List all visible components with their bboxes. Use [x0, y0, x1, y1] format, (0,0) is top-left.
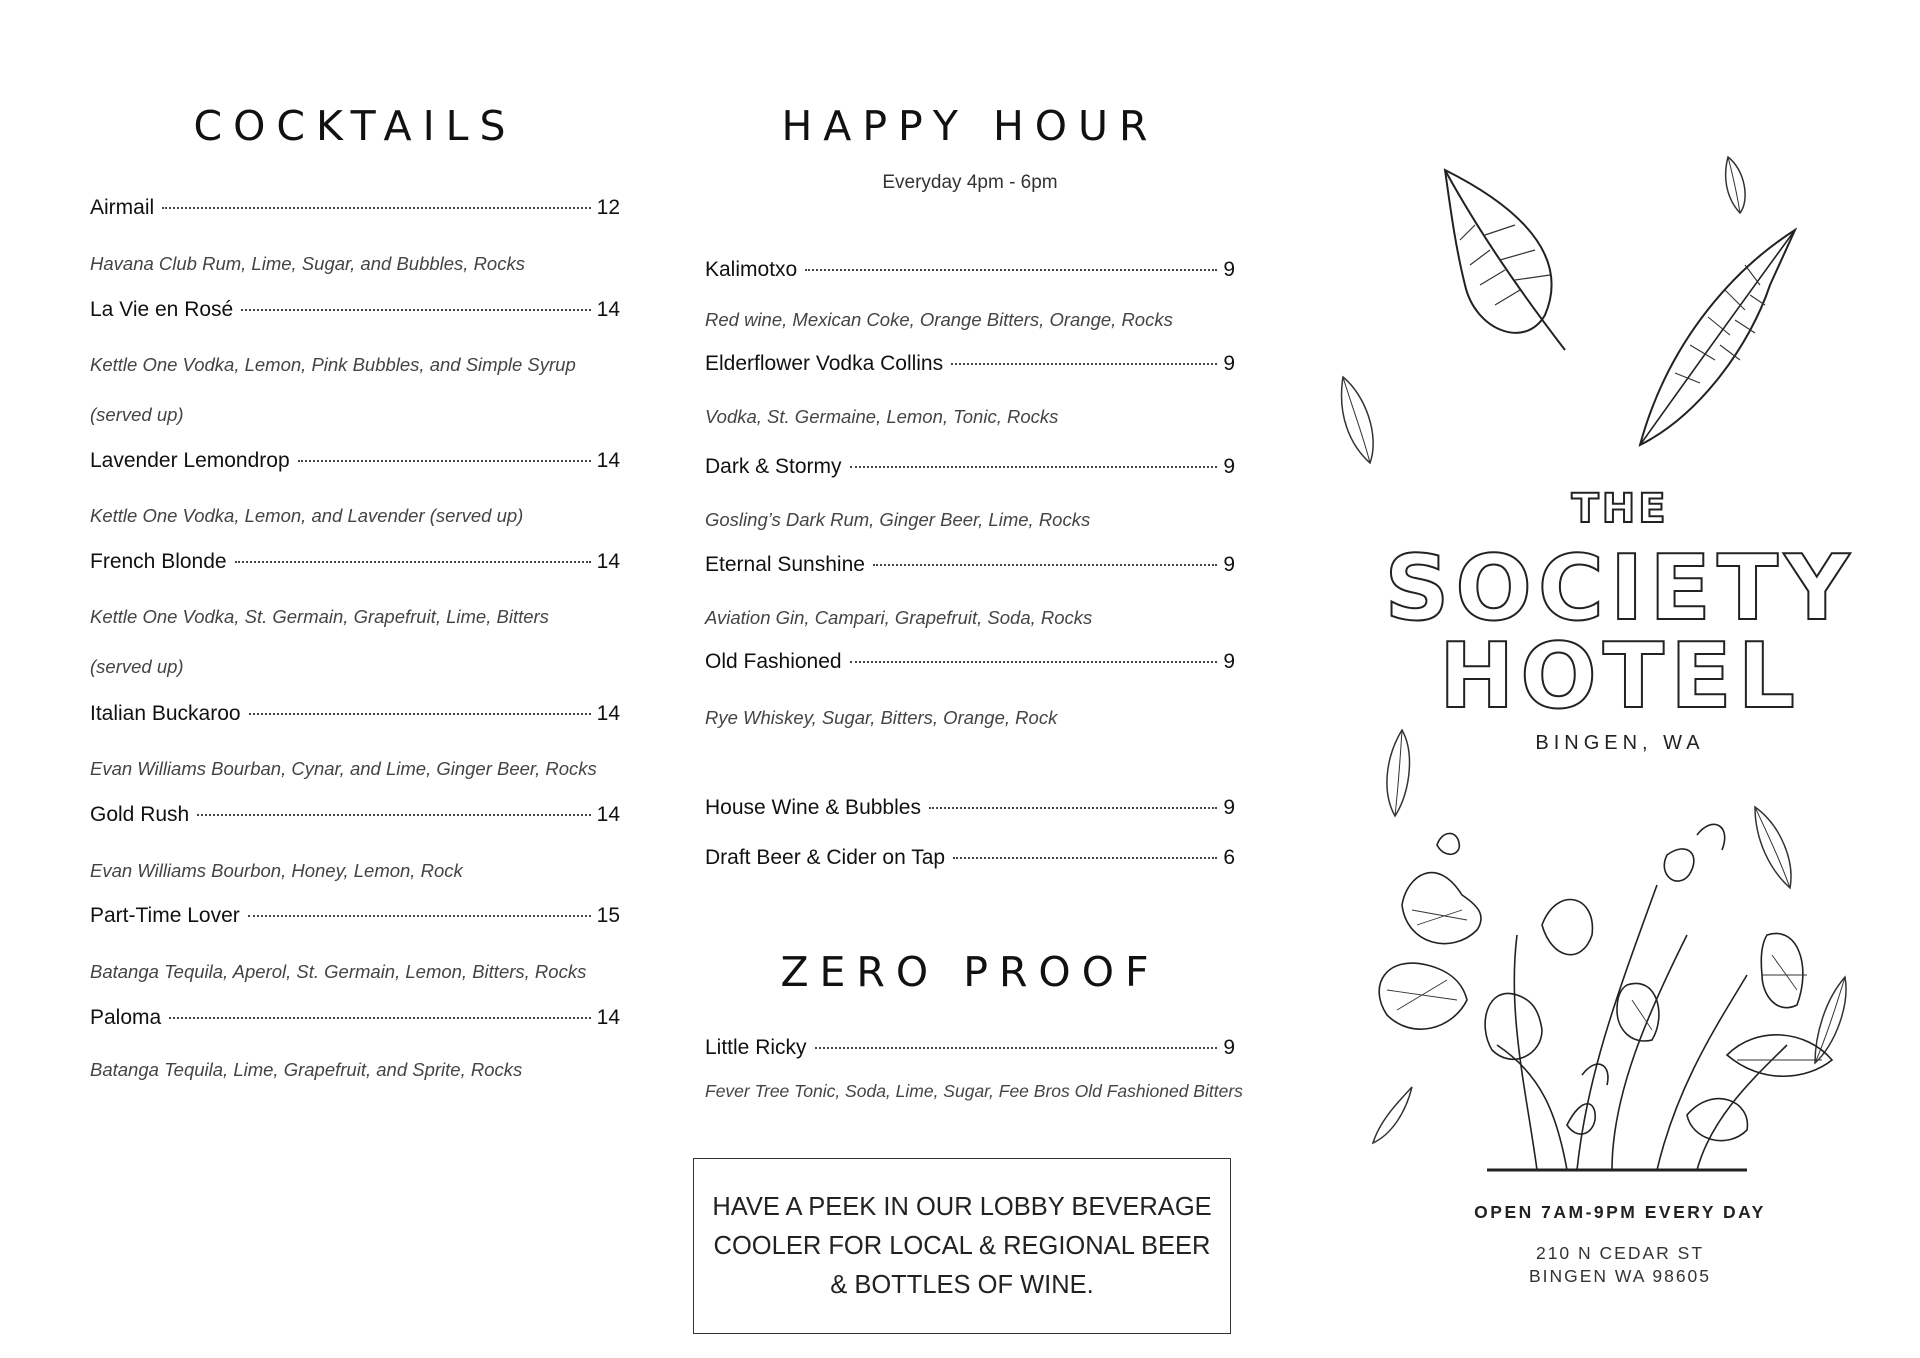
menu-item — [705, 258, 1235, 288]
menu-item-name: Dark & Stormy — [705, 455, 842, 478]
botanical-illustration — [1367, 815, 1837, 1180]
leader-dots — [235, 561, 591, 563]
callout-text: HAVE A PEEK IN OUR LOBBY BEVERAGE COOLER FOR LOCAL & REGIONAL BEER & BOTTLES OF WINE. — [712, 1192, 1212, 1299]
menu-item-name: Kalimotxo — [705, 258, 798, 281]
menu-item-price: 14 — [596, 449, 620, 472]
menu-item — [90, 702, 620, 732]
menu-item — [90, 449, 620, 479]
lobby-cooler-callout — [693, 1158, 1231, 1334]
menu-item-name: Part-Time Lover — [90, 904, 240, 927]
menu-item-price: 9 — [1223, 1036, 1235, 1059]
menu-item — [705, 553, 1235, 583]
leaf-icon — [1435, 165, 1575, 355]
zero-proof-heading: ZERO PROOF — [780, 948, 1160, 996]
menu-item — [90, 1006, 620, 1036]
menu-item-description: Kettle One Vodka, Lemon, Pink Bubbles, and Simple Syrup — [90, 354, 576, 375]
menu-item-price: 9 — [1223, 455, 1235, 478]
leader-dots — [241, 309, 590, 311]
menu-item — [705, 846, 1235, 876]
menu-item-price: 9 — [1223, 650, 1235, 673]
menu-item-price: 9 — [1223, 258, 1235, 281]
menu-item-name: French Blonde — [90, 550, 227, 573]
menu-item — [705, 455, 1235, 485]
leader-dots — [248, 915, 591, 917]
menu-item-description: Aviation Gin, Campari, Grapefruit, Soda, Rocks — [705, 607, 1093, 628]
leader-dots — [298, 460, 591, 462]
leader-dots — [951, 363, 1217, 365]
menu-item-name: Old Fashioned — [705, 650, 842, 673]
leader-dots — [929, 807, 1217, 809]
cocktails-heading: COCKTAILS — [193, 102, 517, 150]
menu-item-price: 15 — [596, 904, 620, 927]
address-street: 210 N CEDAR ST — [1535, 1243, 1705, 1263]
menu-item-description: Fever Tree Tonic, Soda, Lime, Sugar, Fee Bros Old Fashioned Bitters — [705, 1081, 1243, 1101]
happy-hour-times: Everyday 4pm - 6pm — [882, 172, 1058, 193]
menu-item-description: Evan Williams Bourban, Cynar, and Lime, Ginger Beer, Rocks — [90, 758, 597, 779]
leader-dots — [850, 466, 1218, 468]
menu-item-name: Little Ricky — [705, 1036, 807, 1059]
menu-item-name: Paloma — [90, 1006, 162, 1029]
menu-item-name: La Vie en Rosé — [90, 298, 234, 321]
menu-item-name: Draft Beer & Cider on Tap — [705, 846, 946, 869]
menu-item-description: Red wine, Mexican Coke, Orange Bitters, Orange, Rocks — [705, 309, 1173, 330]
leaf-icon — [1630, 225, 1800, 455]
leader-dots — [249, 713, 591, 715]
leaf-icon — [1335, 375, 1380, 465]
menu-item-description: (served up) — [90, 404, 184, 425]
menu-item-price: 9 — [1223, 553, 1235, 576]
leader-dots — [953, 857, 1217, 859]
menu-item — [90, 196, 620, 226]
menu-item-price: 6 — [1223, 846, 1235, 869]
menu-item-description: Batanga Tequila, Aperol, St. Germain, Lemon, Bitters, Rocks — [90, 961, 587, 982]
menu-item-price: 14 — [596, 1006, 620, 1029]
menu-item-description: Vodka, St. Germaine, Lemon, Tonic, Rocks — [705, 406, 1059, 427]
menu-item-description: Evan Williams Bourbon, Honey, Lemon, Rock — [90, 860, 463, 881]
menu-item-description: Batanga Tequila, Lime, Grapefruit, and Sprite, Rocks — [90, 1059, 523, 1080]
leader-dots — [162, 207, 590, 209]
logo-hotel: HOTEL — [1438, 624, 1802, 729]
leader-dots — [873, 564, 1217, 566]
menu-item-description: Rye Whiskey, Sugar, Bitters, Orange, Rock — [705, 707, 1058, 728]
menu-item-price: 9 — [1223, 352, 1235, 375]
menu-item-price: 14 — [596, 702, 620, 725]
happy-hour-heading: HAPPY HOUR — [781, 102, 1159, 150]
menu-item-name: Elderflower Vodka Collins — [705, 352, 944, 375]
menu-item-description: Kettle One Vodka, St. Germain, Grapefruit, Lime, Bitters — [90, 606, 549, 627]
menu-item — [705, 650, 1235, 680]
menu-item — [705, 796, 1235, 826]
logo-society: SOCIETY — [1384, 536, 1856, 641]
menu-item — [90, 803, 620, 833]
menu-item — [705, 352, 1235, 382]
leader-dots — [850, 661, 1218, 663]
menu-item-name: House Wine & Bubbles — [705, 796, 921, 819]
menu-item-name: Eternal Sunshine — [705, 553, 865, 576]
leader-dots — [815, 1047, 1218, 1049]
menu-item-name: Airmail — [90, 196, 155, 219]
menu-item-name: Lavender Lemondrop — [90, 449, 290, 472]
menu-item-description: Kettle One Vodka, Lemon, and Lavender (served up) — [90, 505, 524, 526]
menu-item — [90, 298, 620, 328]
logo-location: BINGEN, WA — [1535, 732, 1705, 754]
menu-item-price: 14 — [596, 803, 620, 826]
menu-item — [90, 550, 620, 580]
menu-item-price: 12 — [596, 196, 620, 219]
menu-item-description: Havana Club Rum, Lime, Sugar, and Bubbles, Rocks — [90, 253, 525, 274]
leader-dots — [169, 1017, 590, 1019]
menu-item — [705, 1036, 1235, 1066]
logo-the: THE — [1571, 486, 1669, 532]
address-city: BINGEN WA 98605 — [1528, 1266, 1712, 1286]
leader-dots — [197, 814, 590, 816]
leader-dots — [805, 269, 1217, 271]
opening-hours: OPEN 7AM-9PM EVERY DAY — [1474, 1202, 1766, 1222]
menu-item-price: 9 — [1223, 796, 1235, 819]
menu-item-name: Gold Rush — [90, 803, 190, 826]
menu-item-description: (served up) — [90, 656, 184, 677]
leaf-icon — [1720, 155, 1750, 215]
menu-item-name: Italian Buckaroo — [90, 702, 241, 725]
menu-item-price: 14 — [596, 550, 620, 573]
menu-item-description: Gosling’s Dark Rum, Ginger Beer, Lime, Rocks — [705, 509, 1091, 530]
menu-item-price: 14 — [596, 298, 620, 321]
menu-item — [90, 904, 620, 934]
